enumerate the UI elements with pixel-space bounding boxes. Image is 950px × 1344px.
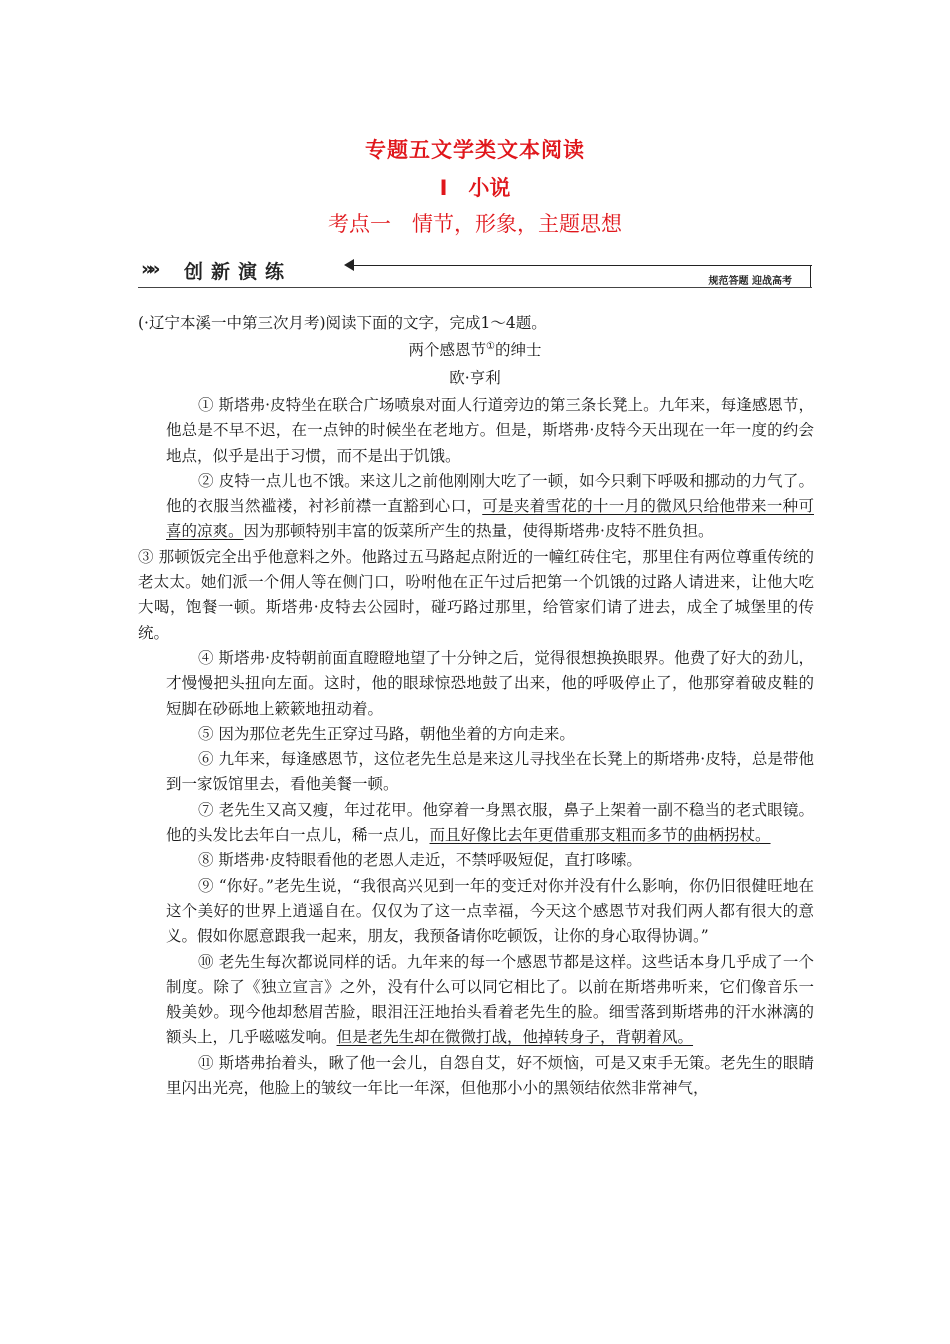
underlined-sentence-2: 而且好像比去年更借重那支粗而多节的曲柄拐杖。 xyxy=(429,826,771,845)
paragraph-10 xyxy=(166,950,814,1051)
double-chevron-icon: »» xyxy=(141,258,156,280)
section-banner xyxy=(138,256,814,290)
banner-rule-end xyxy=(810,265,811,287)
section-subtitle: I 小说 xyxy=(439,176,511,200)
underlined-sentence-1: 可是夹着雪花的十一月的微风只给他带来一种可喜的凉爽。 xyxy=(166,497,814,541)
story-body xyxy=(138,393,814,1101)
paragraph-2 xyxy=(166,469,814,545)
paragraph-11: ⑪ 斯塔弗抬着头，瞅了他一会儿，自怨自艾，好不烦恼，可是又束手无策。老先生的眼睛里闪出光亮，他脸上的皱纹一年比一年深，但他那小小的黑领结依然非常神气， xyxy=(166,1053,814,1098)
paragraph-2-rest: 因为那顿特别丰富的饭菜所产生的热量，使得斯塔弗·皮特不胜负担。 xyxy=(243,522,714,541)
story-title-text: 两个感恩节 xyxy=(408,341,487,359)
paragraph-3: ③ 那顿饭完全出乎他意料之外。他路过五马路起点附近的一幢红砖住宅，那里住有两位尊重传统的老太太。她们派一个佣人等在侧门口，吩咐他在正午过后把第一个饥饿的过路人请进来，让他大吃大喝，饱餐一顿。斯塔弗·皮特去公园时，碰巧路过那里，给管家们请了进去，成全了城堡里的传统。 xyxy=(138,547,814,642)
paragraph-6: ⑥ 九年来，每逢感恩节，这位老先生总是来这儿寻找坐在长凳上的斯塔弗·皮特，总是带他到一家饭馆里去，看他美餐一顿。 xyxy=(166,750,814,794)
paragraph-2-text: ② 皮特一点儿也不饿。来这儿之前他刚刚大吃了一顿，如今只剩下呼吸和挪动的力气了。他的衣服当然褴褛，衬衫前襟一直豁到心口， xyxy=(166,471,814,516)
topic-title: 考点一 情节，形象，主题思想 xyxy=(328,212,622,236)
paragraph-8: ⑧ 斯塔弗·皮特眼看他的老恩人走近，不禁呼吸短促，直打哆嗦。 xyxy=(198,851,642,870)
banner-divider xyxy=(138,287,812,288)
banner-tag: 规范答题 迎战高考 xyxy=(708,276,792,287)
footnote-marker: ① xyxy=(486,340,495,352)
paragraph-9: ⑨ “你好。”老先生说，“我很高兴见到一年的变迁对你并没有什么影响，你仍旧很健旺地在这个美好的世界上逍遥自在。仅仅为了这一点幸福，今天这个感恩节对我们两人都有很大的意义。假如你愿意跟我一起来，朋友，我预备请你吃顿饭，让你的身心取得协调。” xyxy=(166,876,814,946)
paragraph-10-text: ⑩ 老先生每次都说同样的话。九年来的每一个感恩节都是这样。这些话本身几乎成了一个制度。除了《独立宣言》之外，没有什么可以同它相比了。以前在斯塔弗听来，它们像音乐一般美妙。现今他却愁眉苦脸，眼泪汪汪地抬头看着老先生的脸。细雪落到斯塔弗的汗水淋漓的额头上，几乎嗞嗞发响。 xyxy=(166,952,814,1047)
paragraph-5: ⑤ 因为那位老先生正穿过马路，朝他坐着的方向走来。 xyxy=(198,724,575,743)
banner-rule xyxy=(350,265,812,266)
story-author: 欧·亨利 xyxy=(449,369,501,387)
main-title: 专题五文学类文本阅读 xyxy=(365,138,585,162)
paragraph-7-text: ⑦ 老先生又高又瘦，年过花甲。他穿着一身黑衣服，鼻子上架着一副不稳当的老式眼镜。他的头发比去年白一点儿，稀一点儿， xyxy=(166,800,814,845)
question-intro: (·辽宁本溪一中第三次月考)阅读下面的文字，完成1～4题。 xyxy=(138,314,547,332)
paragraph-7 xyxy=(166,798,814,849)
paragraph-4: ④ 斯塔弗·皮特朝前面直瞪瞪地望了十分钟之后，觉得很想换换眼界。他费了好大的劲儿，才慢慢把头扭向左面。这时，他的眼球惊恐地鼓了出来，他的呼吸停止了，他那穿着破皮鞋的短脚在砂砾地上簌簌地扭动着。 xyxy=(166,648,814,718)
underlined-sentence-3: 但是老先生却在微微打战，他掉转身子，背朝着风。 xyxy=(336,1028,694,1047)
banner-label: 创新演练 xyxy=(184,261,293,283)
story-title-suffix: 的绅士 xyxy=(494,341,542,359)
story-title xyxy=(0,338,950,360)
paragraph-1: ① 斯塔弗·皮特坐在联合广场喷泉对面人行道旁边的第三条长凳上。九年来，每逢感恩节，他总是不早不迟，在一点钟的时候坐在老地方。但是，斯塔弗·皮特今天出现在一年一度的约会地点，似乎是出于习惯，而不是出于饥饿。 xyxy=(166,396,814,465)
